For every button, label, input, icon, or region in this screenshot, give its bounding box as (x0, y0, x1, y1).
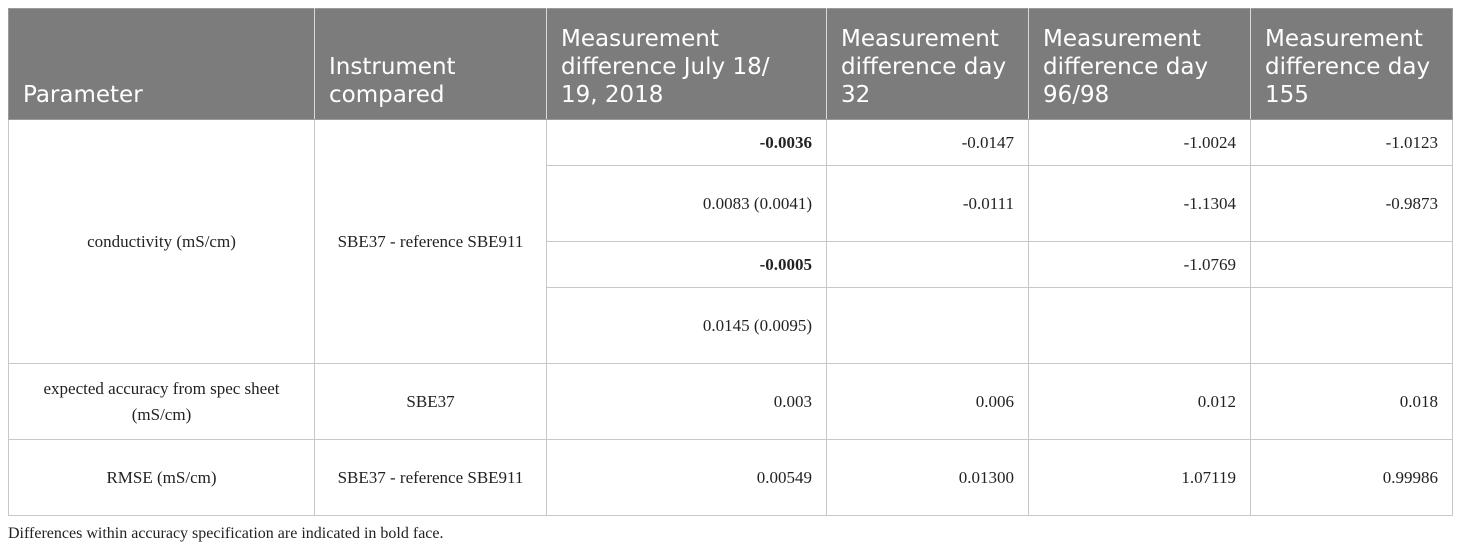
header-parameter: Parameter (9, 9, 315, 120)
cell-value (1251, 288, 1453, 364)
cell-value (827, 288, 1029, 364)
cell-value: -0.0111 (827, 166, 1029, 242)
cell-value: -0.0005 (547, 242, 827, 288)
cell-instrument-accuracy: SBE37 (315, 364, 547, 440)
cell-instrument-rmse: SBE37 - reference SBE911 (315, 440, 547, 516)
cell-value: 0.003 (547, 364, 827, 440)
cell-value: -1.0123 (1251, 120, 1453, 166)
table-row (9, 440, 1453, 516)
cell-value: 0.006 (827, 364, 1029, 440)
cell-value: 0.01300 (827, 440, 1029, 516)
cell-value (1251, 242, 1453, 288)
cell-value: -1.0769 (1029, 242, 1251, 288)
cell-value: 1.07119 (1029, 440, 1251, 516)
cell-value: 0.00549 (547, 440, 827, 516)
cell-value: -0.0036 (547, 120, 827, 166)
cell-value: 0.012 (1029, 364, 1251, 440)
table-row (9, 364, 1453, 440)
table-footnote: Differences within accuracy specification are indicated in bold face. (8, 525, 444, 542)
cell-value (827, 242, 1029, 288)
header-day-32: Measurement difference day 32 (827, 9, 1029, 120)
cell-value: 0.99986 (1251, 440, 1453, 516)
header-july-2018: Measurement difference July 18/ 19, 2018 (547, 9, 827, 120)
cell-value: 0.0145 (0.0095) (547, 288, 827, 364)
cell-parameter-rmse: RMSE (mS/cm) (9, 440, 315, 516)
table-row (9, 120, 1453, 166)
cell-value: -1.1304 (1029, 166, 1251, 242)
table-header-row (9, 9, 1453, 120)
header-day-96-98: Measurement difference day 96/98 (1029, 9, 1251, 120)
cell-parameter-accuracy: expected accuracy from spec sheet (mS/cm) (9, 364, 315, 440)
cell-value: -0.0147 (827, 120, 1029, 166)
cell-value: -1.0024 (1029, 120, 1251, 166)
results-table-container (8, 8, 1452, 516)
cell-value: 0.0083 (0.0041) (547, 166, 827, 242)
cell-value: 0.018 (1251, 364, 1453, 440)
header-day-155: Measurement difference day 155 (1251, 9, 1453, 120)
cell-parameter-conductivity: conductivity (mS/cm) (9, 120, 315, 364)
results-table (8, 8, 1453, 516)
cell-instrument-conductivity: SBE37 - reference SBE911 (315, 120, 547, 364)
cell-value: -0.9873 (1251, 166, 1453, 242)
cell-value (1029, 288, 1251, 364)
header-instrument: Instrument compared (315, 9, 547, 120)
